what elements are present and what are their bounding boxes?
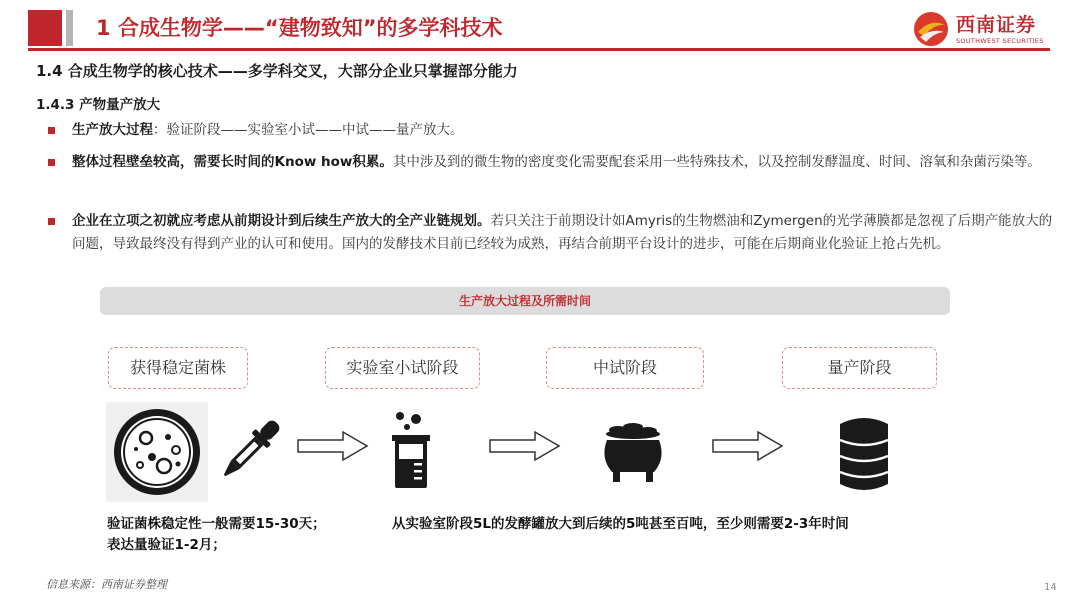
- beaker-icon: [386, 410, 440, 492]
- note-scale-up-time: 从实验室阶段5L的发酵罐放大到后续的5吨甚至百吨，至少则需要2-3年时间: [392, 516, 849, 532]
- note-validation-time: 验证菌株稳定性一般需要15-30天；: [107, 516, 326, 532]
- bullet-text: 若只关注于前期设计如Amyris的生物燃油和Zymergen的光学薄膜都是忽视了后期产能放大的问题，导致最终没有得到产业的认可和使用。国内的发酵技术目前已经较为成熟，再结合前期平台设计的进步，可能在后期商业化验证上抢占先机。: [72, 213, 1053, 252]
- logo-emblem-icon: [912, 10, 950, 48]
- bullet-item-3: [72, 210, 1062, 256]
- stage-box-lab: 实验室小试阶段: [325, 347, 480, 389]
- bullet-bold: 企业在立项之初就应考虑从前期设计到后续生产放大的全产业链规划。: [72, 213, 491, 229]
- stage-box-pilot: 中试阶段: [546, 347, 704, 389]
- cauldron-icon: [600, 420, 666, 486]
- company-logo: [912, 9, 1052, 49]
- note-expression-time: 表达量验证1-2月；: [107, 537, 226, 553]
- subsection-title: 1.4.3 产物量产放大: [36, 97, 161, 113]
- petri-dish-icon: [106, 402, 208, 502]
- logo-subtext: SOUTHWEST SECURITIES: [956, 37, 1044, 45]
- arrow-right-icon: [489, 430, 561, 462]
- bullet-text: ：验证阶段——实验室小试——中试——量产放大。: [153, 122, 464, 138]
- arrow-right-icon: [297, 430, 369, 462]
- source-note: 信息来源：西南证券整理: [46, 578, 167, 591]
- header-gray-block: [66, 10, 73, 46]
- bullet-item-1: [72, 119, 1062, 142]
- page-number: 14: [1044, 582, 1057, 593]
- bullet-text: 其中涉及到的微生物的密度变化需要配套采用一些特殊技术，以及控制发酵温度、时间、溶氧和杂菌污染等。: [392, 154, 1041, 170]
- stage-box-mass: 量产阶段: [782, 347, 937, 389]
- bullet-item-2: [72, 151, 1047, 174]
- bullet-bold: 整体过程壁垒较高，需要长时间的Know how积累。: [72, 154, 393, 170]
- bullet-bold: 生产放大过程: [72, 122, 153, 138]
- bullet-marker: [48, 218, 55, 225]
- header-red-block: [28, 10, 62, 46]
- bullet-marker: [48, 159, 55, 166]
- logo-text: 西南证券: [956, 14, 1037, 36]
- dropper-icon: [214, 414, 286, 486]
- bullet-marker: [48, 127, 55, 134]
- stage-box-strain: 获得稳定菌株: [108, 347, 248, 389]
- arrow-right-icon: [712, 430, 784, 462]
- header-divider: [28, 48, 1050, 51]
- page-title: 1 合成生物学——“建物致知”的多学科技术: [96, 16, 503, 40]
- process-bar-label: 生产放大过程及所需时间: [458, 294, 591, 308]
- database-icon: [838, 416, 890, 494]
- section-title: 1.4 合成生物学的核心技术——多学科交叉，大部分企业只掌握部分能力: [36, 62, 518, 80]
